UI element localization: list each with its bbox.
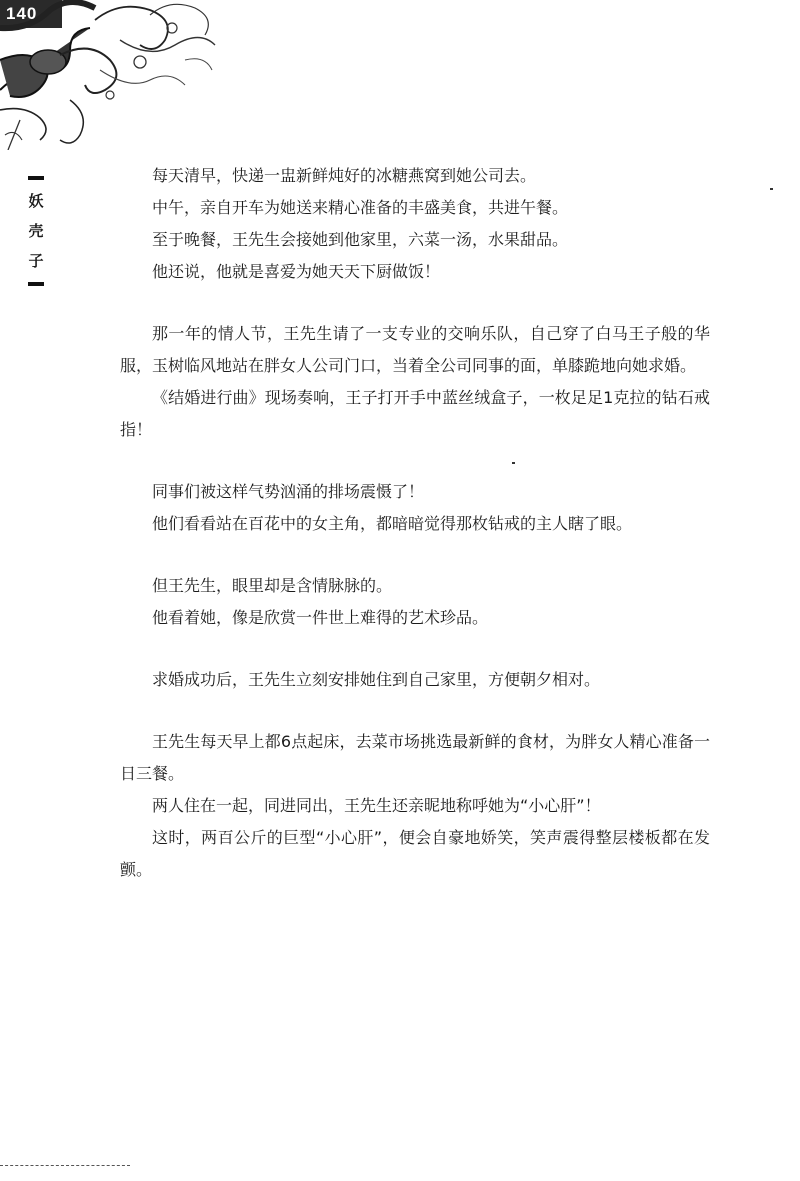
scan-speck (512, 462, 515, 464)
paragraph-gap (120, 288, 710, 318)
side-title-char: 壳 (28, 222, 44, 240)
paragraph: 两人住在一起，同进同出，王先生还亲昵地称呼她为“小心肝”！ (152, 796, 601, 815)
side-title-char: 妖 (28, 192, 44, 210)
paragraph-gap (120, 696, 710, 726)
paragraph: 这时，两百公斤的巨型“小心肝”，便会自豪地娇笑，笑声震得整层楼板都在发颤。 (120, 828, 710, 879)
footer-rule (0, 1165, 130, 1166)
paragraph: 他看着她，像是欣赏一件世上难得的艺术珍品。 (152, 608, 489, 627)
paragraph: 他们看看站在百花中的女主角，都暗暗觉得那枚钻戒的主人瞎了眼。 (152, 514, 633, 533)
side-title-bar-bottom (28, 282, 44, 286)
paragraph: 王先生每天早上都6点起床，去菜市场挑选最新鲜的食材，为胖女人精心准备一日三餐。 (120, 732, 710, 783)
side-title-char: 子 (28, 252, 44, 270)
paragraph: 那一年的情人节，王先生请了一支专业的交响乐队，自己穿了白马王子般的华服，玉树临风地站在胖女人公司门口，当着全公司同事的面，单膝跪地向她求婚。 (120, 324, 710, 375)
body-text (120, 160, 710, 886)
side-title-bar-top (28, 176, 44, 180)
paragraph: 他还说，他就是喜爱为她天天下厨做饭！ (152, 262, 441, 281)
paragraph: 《结婚进行曲》现场奏响，王子打开手中蓝丝绒盒子，一枚足足1克拉的钻石戒指！ (120, 388, 710, 439)
paragraph: 求婚成功后，王先生立刻安排她住到自己家里，方便朝夕相对。 (152, 670, 601, 689)
paragraph-gap (120, 540, 710, 570)
paragraph: 但王先生，眼里却是含情脉脉的。 (152, 576, 393, 595)
paragraph-gap (120, 634, 710, 664)
page-number: 140 (6, 4, 38, 23)
scan-speck (770, 188, 773, 190)
paragraph: 中午，亲自开车为她送来精心准备的丰盛美食，共进午餐。 (152, 198, 569, 217)
paragraph-gap (120, 446, 710, 476)
side-title (24, 176, 48, 286)
paragraph: 每天清早，快递一盅新鲜炖好的冰糖燕窝到她公司去。 (152, 166, 537, 185)
paragraph: 同事们被这样气势汹涌的排场震慑了！ (152, 482, 425, 501)
paragraph: 至于晚餐，王先生会接她到他家里，六菜一汤，水果甜品。 (152, 230, 569, 249)
